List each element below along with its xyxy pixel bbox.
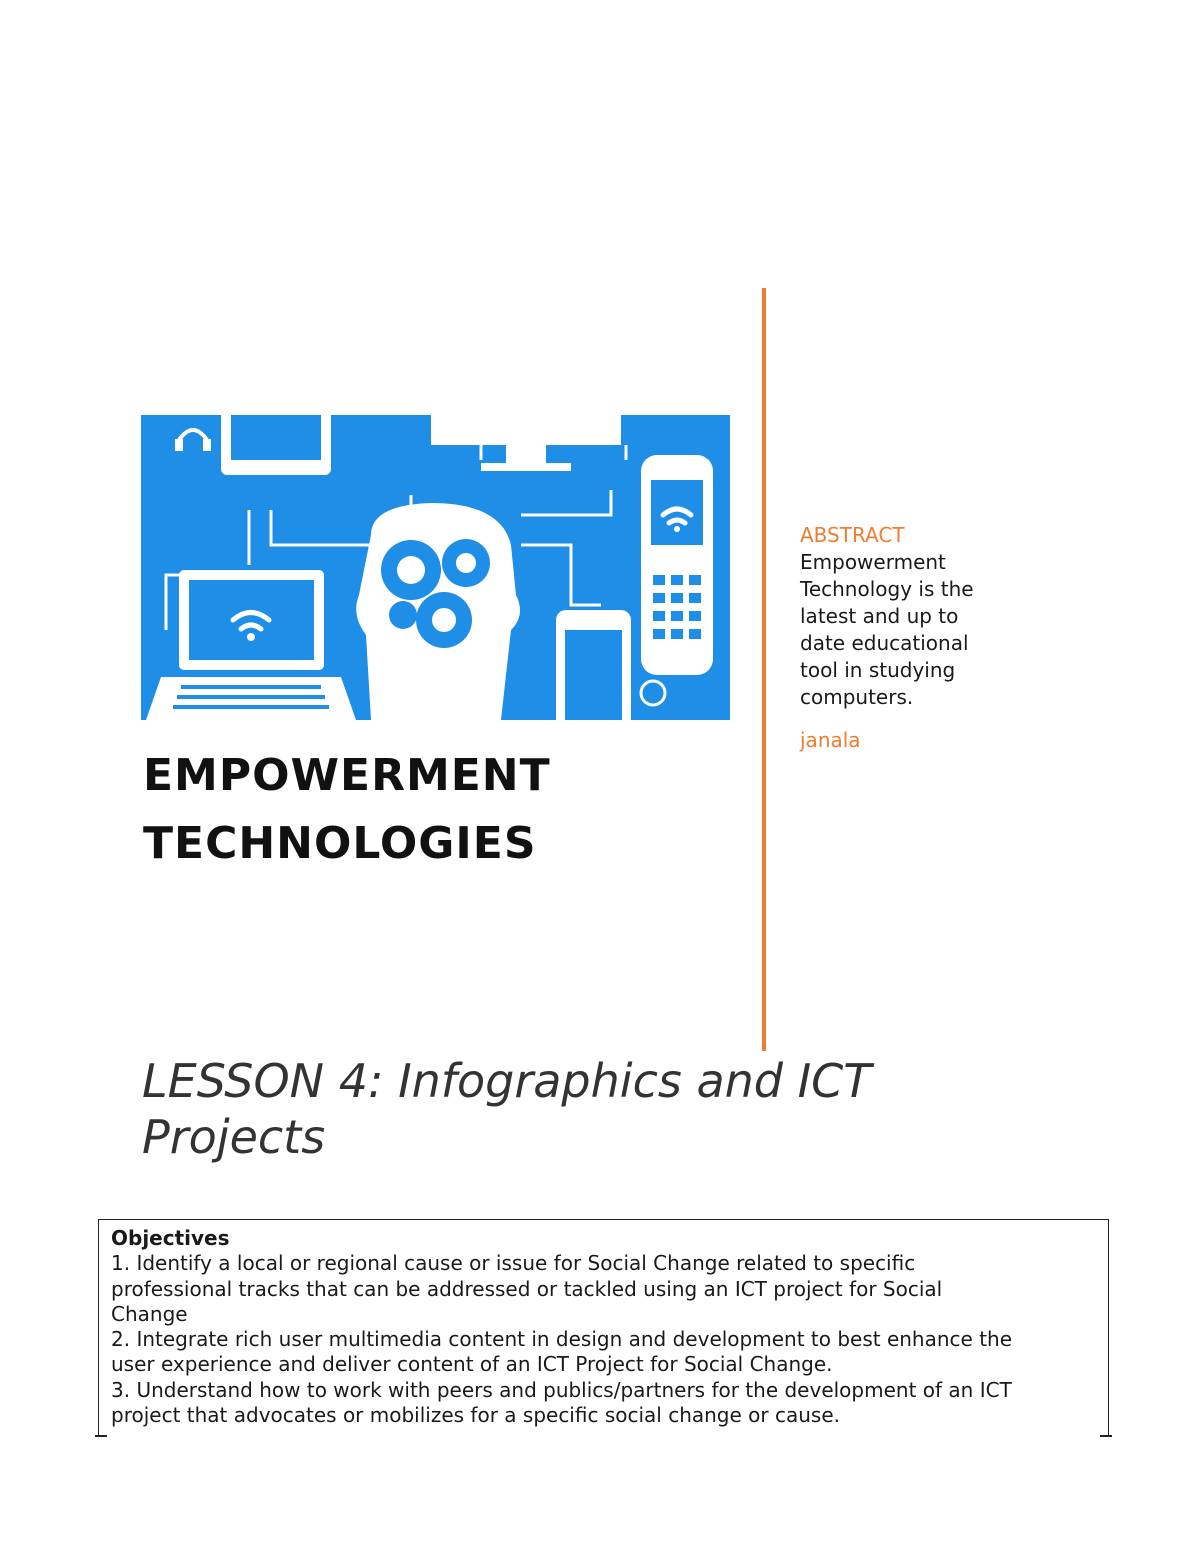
ict-devices-illustration: [141, 415, 730, 720]
cover-title: [143, 742, 723, 878]
box-corner-right: [1100, 1435, 1112, 1437]
abstract-sidebar: [800, 522, 1010, 754]
lesson-title-line-2: Projects: [142, 1110, 326, 1164]
objective-line: user experience and deliver content of an ICT Project for Social Change.: [111, 1352, 833, 1377]
lesson-title: [142, 1053, 1042, 1165]
abstract-author: janala: [800, 728, 861, 752]
box-corner-left: [95, 1435, 107, 1437]
abstract-body: Empowerment Technology is the latest and up to date educational tool in studying computers.: [800, 550, 974, 709]
objective-line: 3. Understand how to work with peers and publics/partners for the development of an ICT: [111, 1377, 1012, 1402]
objective-line: 1. Identify a local or regional cause or issue for Social Change related to specific: [111, 1251, 916, 1276]
cover-title-line-2: TECHNOLOGIES: [143, 818, 537, 869]
objectives-box: [98, 1219, 1109, 1435]
objectives-heading: Objectives: [111, 1226, 230, 1250]
objective-line: 2. Integrate rich user multimedia content in design and development to best enhance the: [111, 1327, 1013, 1352]
objective-line: Change: [111, 1301, 188, 1326]
hero-illustration: [141, 415, 730, 720]
abstract-label: ABSTRACT: [800, 523, 905, 547]
vertical-divider: [762, 288, 766, 1051]
objective-line: project that advocates or mobilizes for a specific social change or cause.: [111, 1403, 840, 1428]
objectives-text: [111, 1226, 1101, 1428]
lesson-title-line-1: LESSON 4: Infographics and ICT: [142, 1054, 872, 1108]
objective-line: professional tracks that can be addressed or tackled using an ICT project for Social: [111, 1276, 943, 1301]
cover-title-line-1: EMPOWERMENT: [143, 750, 551, 801]
